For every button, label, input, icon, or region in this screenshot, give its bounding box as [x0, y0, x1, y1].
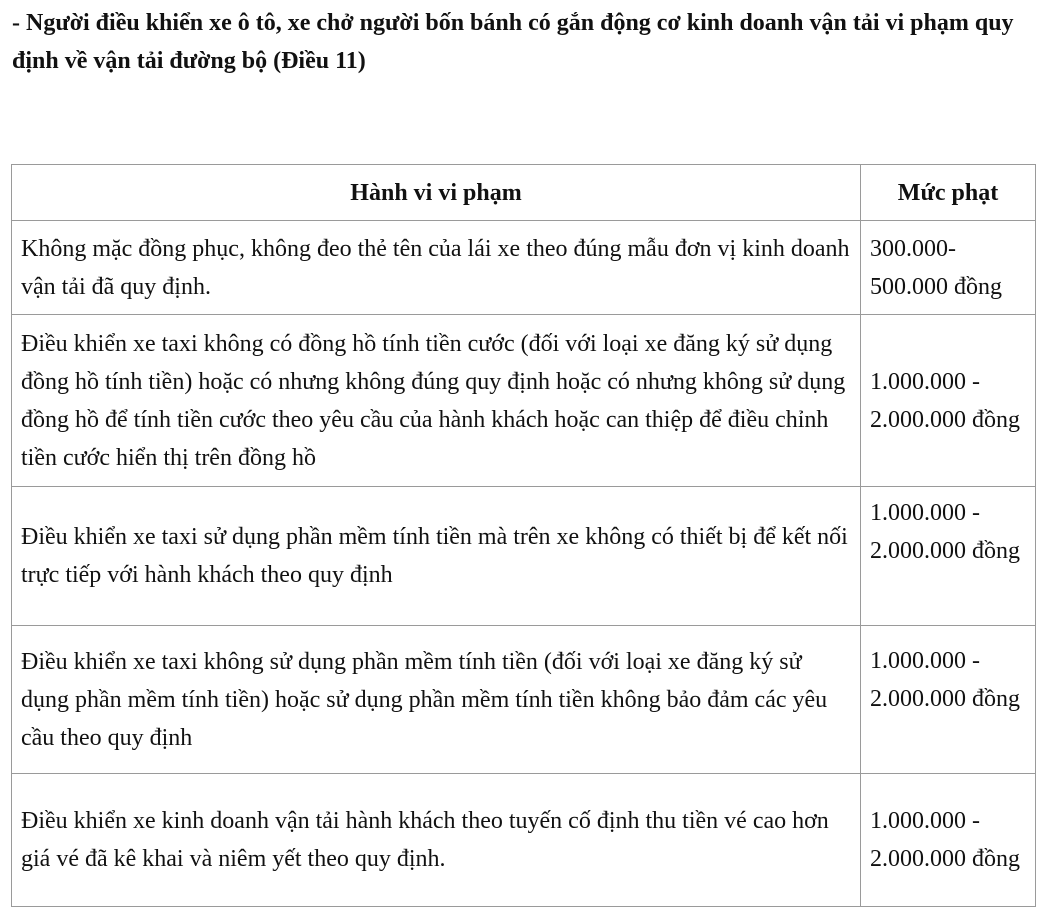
violation-behavior: Điều khiển xe taxi không có đồng hồ tính tiền cước (đối với loại xe đăng ký sử dụng đồng hồ tính tiền) hoặc có nhưng không đúng quy định hoặc có nhưng không sử dụng đồng hồ để tính tiền cước theo yêu cầu của hành khách hoặc can thiệp để điều chỉnh tiền cước hiển thị trên đồng hồ	[12, 315, 861, 487]
violation-behavior: Điều khiển xe taxi sử dụng phần mềm tính tiền mà trên xe không có thiết bị để kết nối trực tiếp với hành khách theo quy định	[12, 487, 861, 626]
violation-behavior: Điều khiển xe taxi không sử dụng phần mềm tính tiền (đối với loại xe đăng ký sử dụng phần mềm tính tiền) hoặc sử dụng phần mềm tính tiền không bảo đảm các yêu cầu theo quy định	[12, 626, 861, 774]
fine-amount: 1.000.000 - 2.000.000 đồng	[861, 774, 1036, 907]
violation-behavior: Điều khiển xe kinh doanh vận tải hành khách theo tuyến cố định thu tiền vé cao hơn giá vé đã kê khai và niêm yết theo quy định.	[12, 774, 861, 907]
header-fine: Mức phạt	[861, 165, 1036, 221]
violation-behavior: Không mặc đồng phục, không đeo thẻ tên của lái xe theo đúng mẫu đơn vị kinh doanh vận tải đã quy định.	[12, 221, 861, 315]
header-behavior: Hành vi vi phạm	[12, 165, 861, 221]
section-heading: - Người điều khiển xe ô tô, xe chở người bốn bánh có gắn động cơ kinh doanh vận tải vi phạm quy định về vận tải đường bộ (Điều 11)	[12, 10, 1014, 74]
fine-amount: 1.000.000 - 2.000.000 đồng	[861, 487, 1036, 626]
fine-amount: 1.000.000 - 2.000.000 đồng	[861, 626, 1036, 774]
table-row	[12, 774, 1036, 907]
table-row	[12, 487, 1036, 626]
table-row	[12, 315, 1036, 487]
table-header-row	[12, 165, 1036, 221]
fine-amount: 300.000-500.000 đồng	[861, 221, 1036, 315]
violation-fines-table	[11, 164, 1036, 907]
fine-amount: 1.000.000 - 2.000.000 đồng	[861, 315, 1036, 487]
table-row	[12, 221, 1036, 315]
table-row	[12, 626, 1036, 774]
